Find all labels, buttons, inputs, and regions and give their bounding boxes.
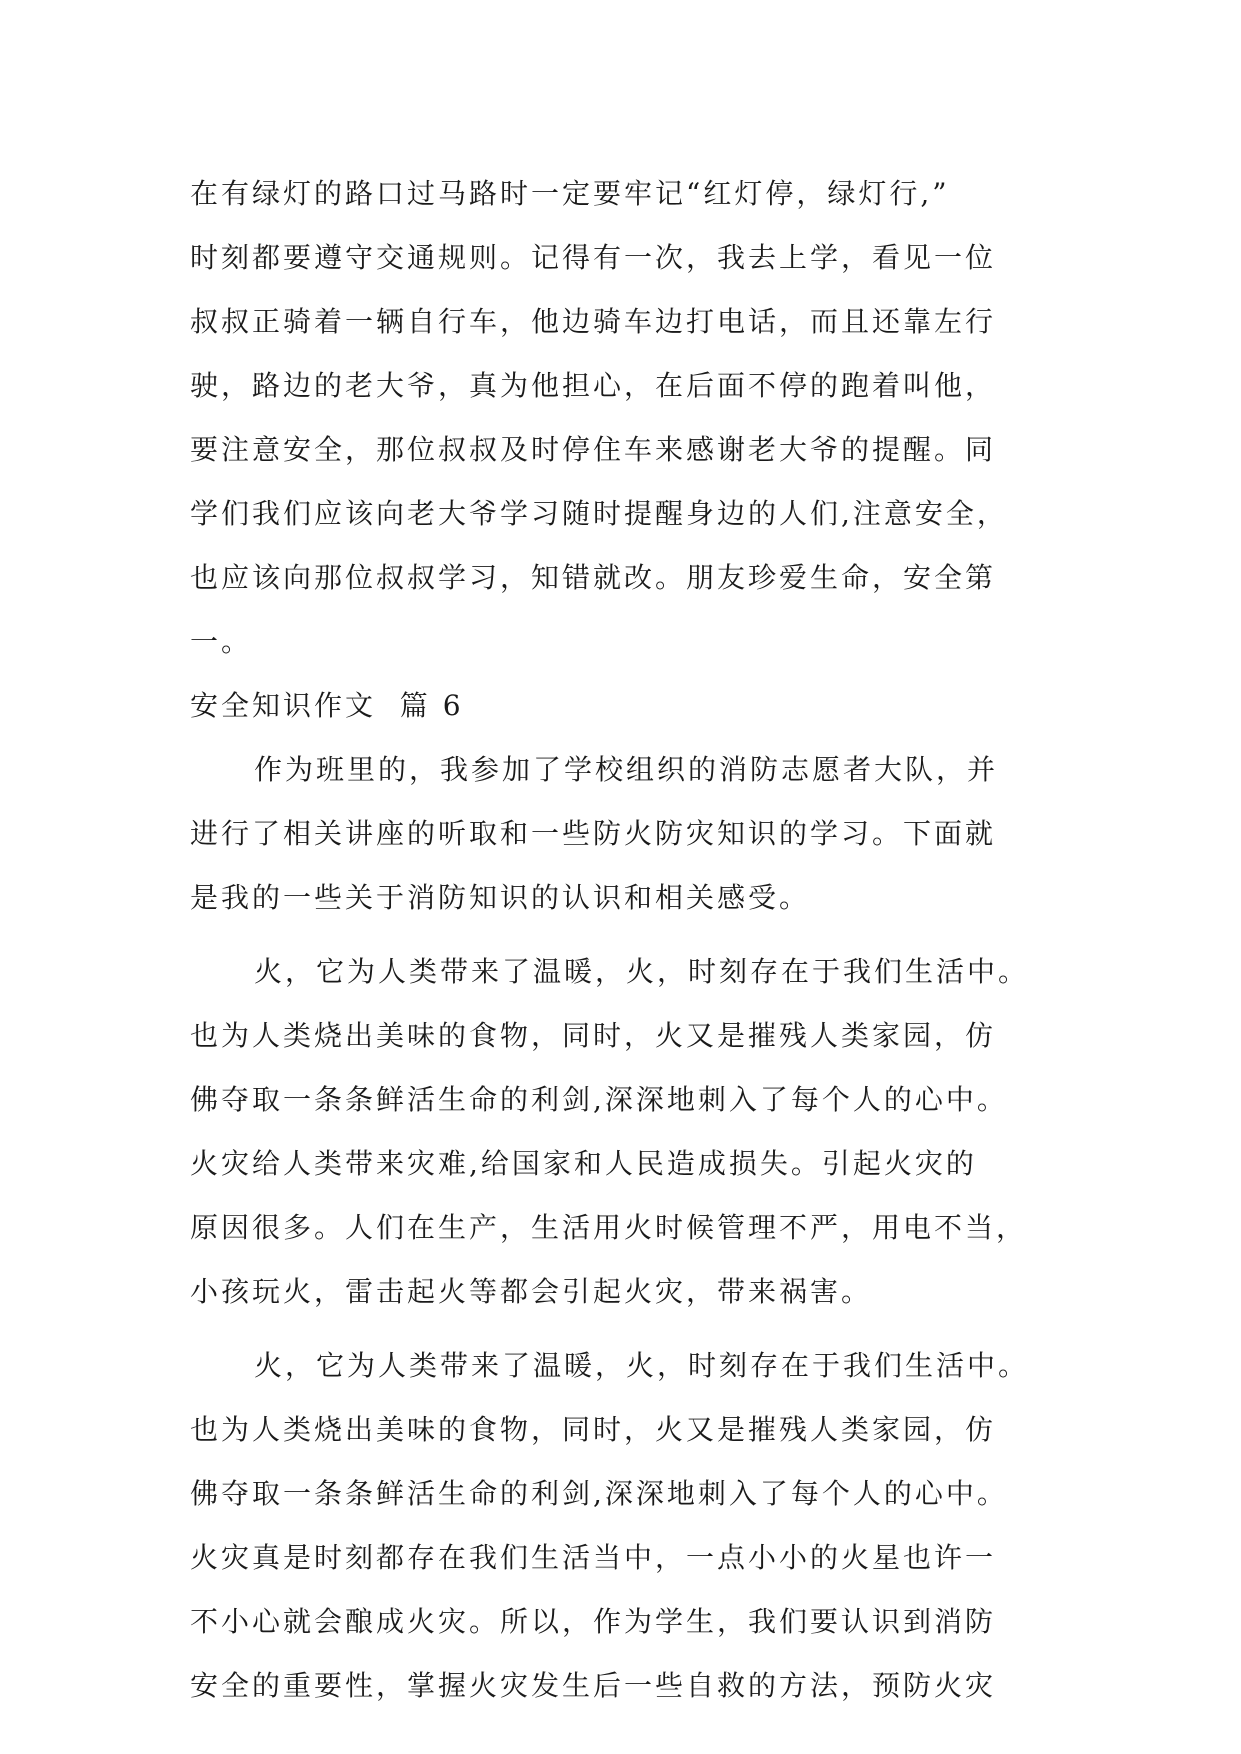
text-line: 驶，路边的老大爷，真为他担心，在后面不停的跑着叫他， [190,369,997,402]
text-line: 也为人类烧出美味的食物，同时，火又是摧残人类家园，仿 [190,1413,997,1446]
text-line: 时刻都要遵守交通规则。记得有一次，我去上学，看见一位 [190,241,997,274]
text-line: 也为人类烧出美味的食物，同时，火又是摧残人类家园，仿 [190,1019,997,1052]
paragraph-intro [190,738,1060,930]
text-line: 火灾给人类带来灾难,给国家和人民造成损失。引起火灾的 [190,1147,977,1180]
text-line: 作为班里的，我参加了学校组织的消防志愿者大队，并 [254,753,999,786]
text-line: 安全的重要性，掌握火灾发生后一些自救的方法，预防火灾 [190,1669,997,1702]
text-line: 小孩玩火，雷击起火等都会引起火灾，带来祸害。 [190,1275,873,1308]
text-line: 原因很多。人们在生产，生活用火时候管理不严，用电不当， [190,1211,1028,1244]
text-line: 叔叔正骑着一辆自行车，他边骑车边打电话，而且还靠左行 [190,305,997,338]
text-line: 火灾真是时刻都存在我们生活当中，一点小小的火星也许一 [190,1541,997,1574]
text-line: 一。 [190,625,253,658]
paragraph-fire-2 [190,1334,1060,1718]
paragraph-continued [190,162,1060,674]
text-line: 学们我们应该向老大爷学习随时提醒身边的人们,注意安全， [190,497,1008,530]
text-line: 火，它为人类带来了温暖，火，时刻存在于我们生活中。 [254,955,1030,988]
text-line: 佛夺取一条条鲜活生命的利剑,深深地刺入了每个人的心中。 [190,1083,1008,1116]
text-line: 是我的一些关于消防知识的认识和相关感受。 [190,881,811,914]
text-line: 佛夺取一条条鲜活生命的利剑,深深地刺入了每个人的心中。 [190,1477,1008,1510]
text-line: 在有绿灯的路口过马路时一定要牢记“红灯停，绿灯行,” [190,177,950,210]
text-line: 要注意安全，那位叔叔及时停住车来感谢老大爷的提醒。同 [190,433,997,466]
paragraph-fire-1 [190,940,1060,1324]
text-line: 火，它为人类带来了温暖，火，时刻存在于我们生活中。 [254,1349,1030,1382]
text-line: 进行了相关讲座的听取和一些防火防灾知识的学习。下面就 [190,817,997,850]
text-line: 也应该向那位叔叔学习，知错就改。朋友珍爱生命，安全第 [190,561,997,594]
text-line: 不小心就会酿成火灾。所以，作为学生，我们要认识到消防 [190,1605,997,1638]
section-heading: 安全知识作文 篇 6 [190,689,464,722]
document-page [190,162,1060,1718]
